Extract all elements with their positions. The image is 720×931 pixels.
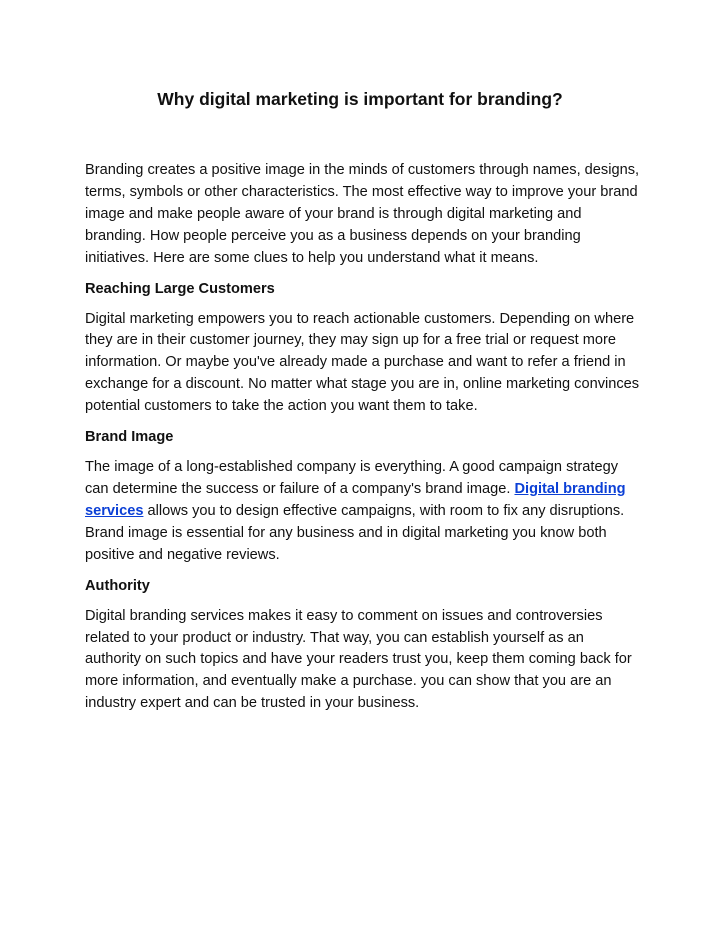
section-body-authority: Digital branding services makes it easy to comment on issues and controversies related to your product or industry. That way, you can establish yourself as an authority on such topics and have your readers trust you, keep them coming back for more information, and eventually make a purchase. you can show that you are an industry expert and can be trusted in your business. [85,607,632,712]
brand-image-text-before-link: The image of a long-established company is everything. A good campaign strategy can determine the success or failure of a company's brand image. [85,459,618,497]
brand-image-text-after-link: allows you to design effective campaigns, with room to fix any disruptions. Brand image is essential for any business and in digital marketing you know both positive and negative reviews. [85,502,625,563]
section-body-brand-image [85,457,641,567]
section-heading-authority: Authority [85,577,150,594]
digital-branding-services-link[interactable]: Digital branding services [85,480,626,519]
document-body [85,160,641,715]
page-title: Why digital marketing is important for branding? [157,89,563,109]
section-body-reaching-large-customers: Digital marketing empowers you to reach actionable customers. Depending on where they are in their customer journey, they may sign up for a free trial or request more information. Or maybe you've already made a purchase and want to refer a friend in exchange for a discount. No matter what stage you are in, online marketing convinces potential customers to take the action you want them to take. [85,310,640,415]
section-heading-reaching-large-customers: Reaching Large Customers [85,280,275,297]
section-heading-brand-image: Brand Image [85,429,174,446]
intro-paragraph: Branding creates a positive image in the minds of customers through names, designs, terms, symbols or other characteristics. The most effective way to improve your brand image and make people aware of your brand is through digital marketing and branding. How people perceive you as a business depends on your branding initiatives. Here are some clues to help you understand what it means. [85,162,640,266]
